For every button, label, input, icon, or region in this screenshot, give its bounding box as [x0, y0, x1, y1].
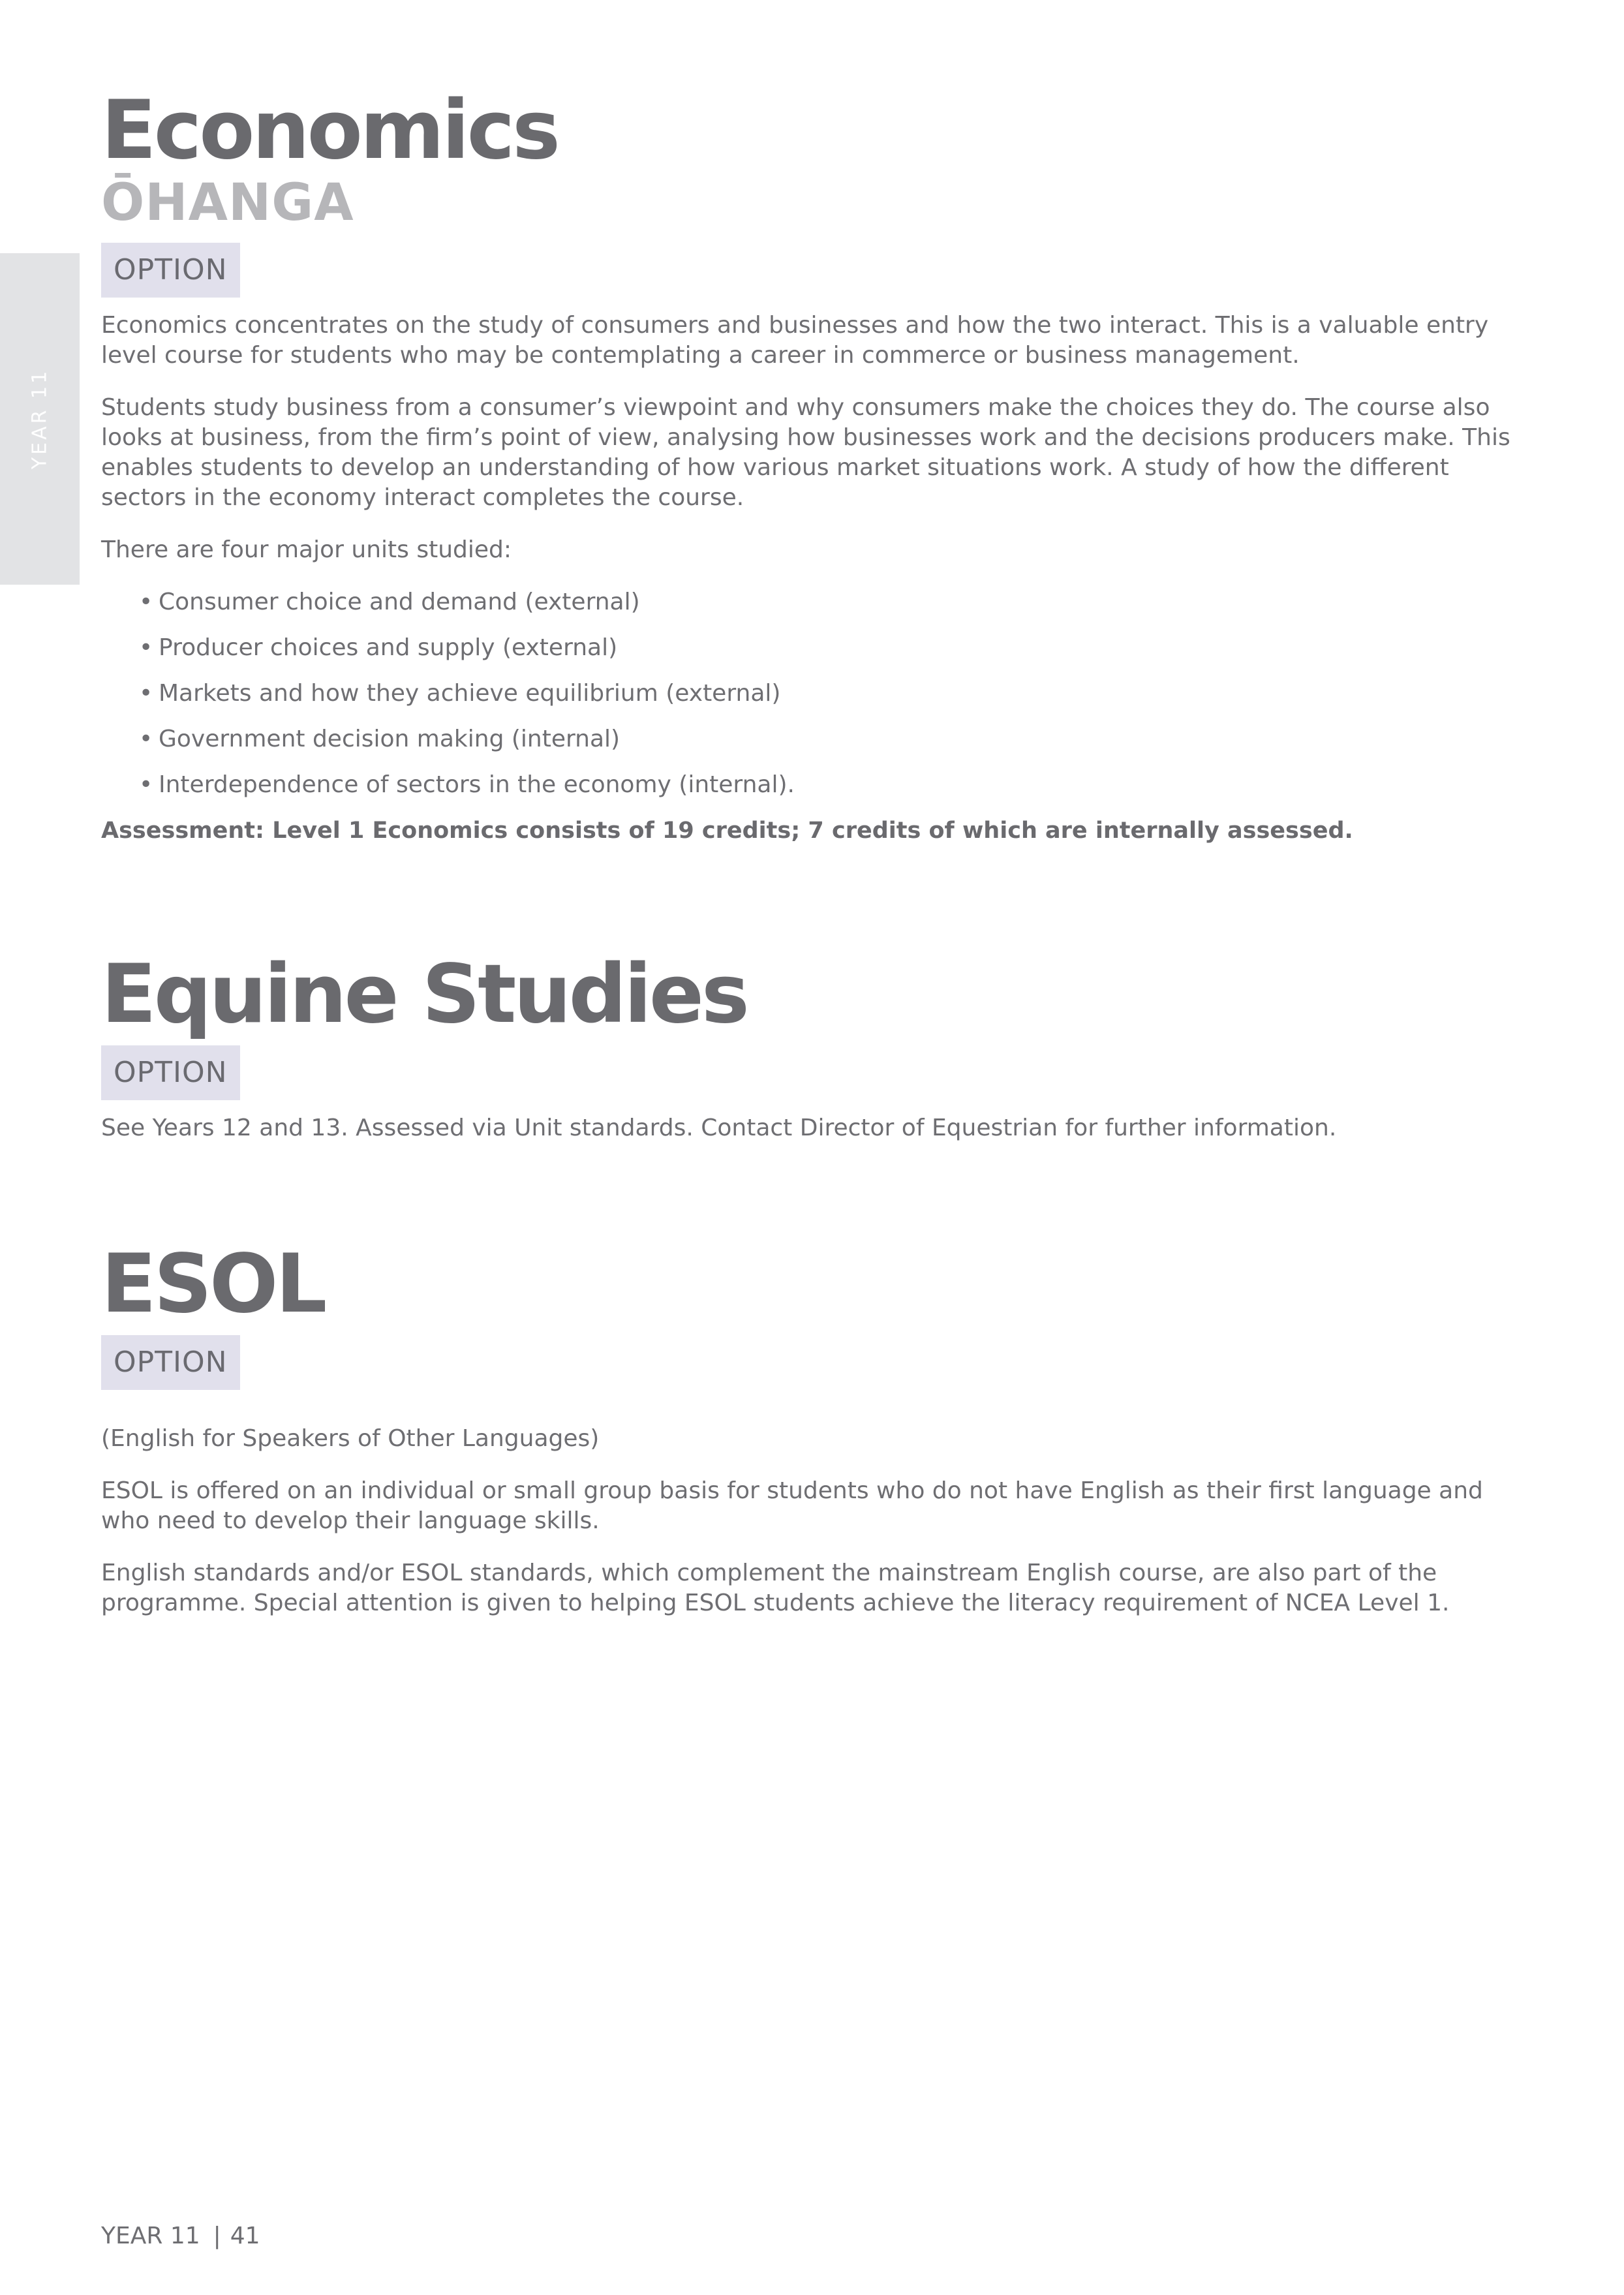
section-economics [101, 84, 1537, 846]
footer-page-number: 41 [230, 2223, 260, 2249]
economics-title: Economics [101, 84, 558, 177]
economics-paragraph-3: There are four major units studied: [101, 536, 512, 563]
bullet-icon: • [139, 726, 153, 752]
economics-assessment: Assessment: Level 1 Economics consists of 19 credits; 7 credits of which are internally assessed. [101, 818, 1353, 844]
section-equine-studies [101, 947, 1537, 1143]
side-tab [0, 253, 80, 585]
economics-subtitle: ŌHANGA [101, 174, 354, 232]
esol-option-badge: OPTION [101, 1335, 240, 1390]
page-footer [101, 2223, 260, 2249]
esol-paragraph-2: ESOL is offered on an individual or small group basis for students who do not have English as their first language and who need to develop their language skills. [101, 1477, 1483, 1534]
bullet-icon: • [139, 589, 153, 615]
bullet-icon: • [139, 634, 153, 661]
footer-separator: | [213, 2223, 221, 2249]
unit-label: Markets and how they achieve equilibrium (external) [159, 680, 781, 707]
esol-paragraph-1: (English for Speakers of Other Languages) [101, 1425, 600, 1452]
footer-section-label: YEAR 11 [101, 2223, 200, 2249]
list-item [139, 587, 1537, 633]
unit-label: Consumer choice and demand (external) [159, 589, 640, 615]
bullet-icon: • [139, 680, 153, 707]
list-item [139, 724, 1537, 770]
economics-paragraph-1: Economics concentrates on the study of consumers and businesses and how the two interact. This is a valuable entry level course for students who may be contemplating a career in commerce or business management. [101, 312, 1489, 369]
economics-units-list [101, 587, 1537, 800]
equine-option-badge: OPTION [101, 1045, 240, 1100]
unit-label: Producer choices and supply (external) [159, 634, 618, 661]
economics-paragraph-2: Students study business from a consumer’s viewpoint and why consumers make the choices they do. The course also looks at business, from the firm’s point of view, analysing how businesses work and the decisions producers make. This enables students to develop an understanding of how various market situations work. A study of how the different sectors in the economy interact completes the course. [101, 394, 1510, 511]
equine-title: Equine Studies [101, 947, 747, 1041]
list-item [139, 633, 1537, 679]
bullet-icon: • [139, 771, 153, 798]
esol-paragraph-3: English standards and/or ESOL standards, which complement the mainstream English course, are also part of the programme. Special attention is given to helping ESOL students achieve the literacy requirement of NCEA Level 1. [101, 1560, 1450, 1616]
list-item [139, 679, 1537, 724]
equine-paragraph: See Years 12 and 13. Assessed via Unit standards. Contact Director of Equestrian for further information. [101, 1115, 1337, 1141]
list-item [139, 770, 1537, 800]
economics-option-badge: OPTION [101, 243, 240, 298]
esol-title: ESOL [101, 1237, 325, 1331]
side-tab-label: YEAR 11 [28, 368, 52, 470]
section-esol [101, 1237, 1537, 1618]
unit-label: Interdependence of sectors in the economy (internal). [159, 771, 795, 798]
unit-label: Government decision making (internal) [159, 726, 620, 752]
